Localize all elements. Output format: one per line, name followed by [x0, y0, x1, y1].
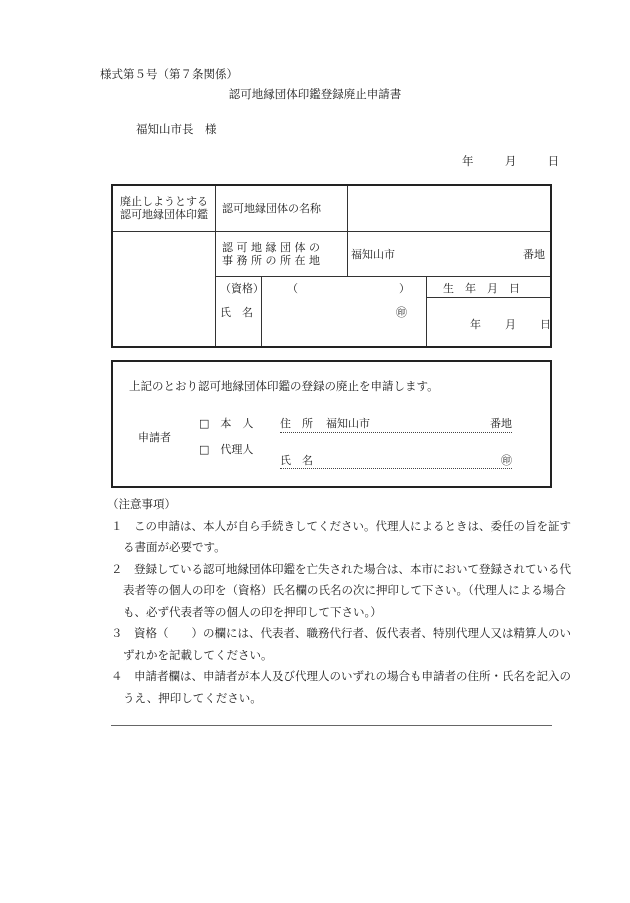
- office-location-label: 認 可 地 縁 団 体 の 事 務 所 の 所 在 地: [222, 241, 320, 267]
- office-banchi: 番地: [523, 248, 545, 261]
- address-city: 福知山市: [326, 417, 370, 430]
- row-divider: [215, 276, 550, 277]
- note-item: ４ 申請者欄は、申請者が本人及び代理人のいずれの場合も申請者の住所・氏名を記入のうえ、押印してください。: [111, 669, 571, 705]
- row-divider: [426, 297, 550, 298]
- checkbox-agent[interactable]: □ 代理人: [199, 443, 254, 456]
- date-line: [462, 153, 559, 169]
- column-divider: [347, 186, 348, 276]
- addressee: 福知山市長 様: [136, 122, 217, 136]
- row-divider: [113, 231, 550, 232]
- name-underline[interactable]: [280, 468, 512, 469]
- date-year-label: 年: [462, 154, 474, 168]
- birth-date-label: 生 年 月 日: [443, 282, 520, 295]
- address-banchi: 番地: [490, 417, 512, 430]
- column-divider: [215, 186, 216, 346]
- application-box: [111, 360, 552, 488]
- address-underline[interactable]: [280, 432, 512, 433]
- address-label: 住 所: [280, 417, 313, 430]
- form-number: 様式第５号（第７条関係）: [100, 67, 238, 81]
- birth-year-label: 年: [470, 318, 481, 331]
- abolish-seal-label: 廃止しようとする 認可地縁団体印鑑: [120, 195, 208, 221]
- group-info-table: [111, 184, 552, 348]
- birth-day-label: 日: [540, 318, 551, 331]
- applicant-seal-mark: ㊞: [501, 454, 512, 467]
- applicant-name-label: 氏 名: [280, 454, 313, 467]
- note-item: １ この申請は、本人が自ら手続きしてください。代理人によるときは、委任の旨を証する書面が必要です。: [111, 518, 571, 554]
- notes-heading: （注意事項）: [107, 497, 176, 511]
- date-day-label: 日: [547, 154, 560, 168]
- birth-month-label: 月: [505, 318, 516, 331]
- name-label: 氏 名: [220, 306, 253, 319]
- note-item: ３ 資格（ ）の欄には、代表者、職務代行者、仮代表者、特別代理人又は精算人のいずれかを記載してください。: [111, 626, 571, 662]
- office-city: 福知山市: [351, 248, 395, 261]
- bottom-divider: [111, 725, 552, 726]
- qualification-label: （資格）: [220, 282, 264, 295]
- applicant-label: 申請者: [138, 431, 171, 444]
- seal-mark: ㊞: [396, 306, 407, 319]
- document-title: 認可地縁団体印鑑登録廃止申請書: [228, 87, 402, 101]
- checkbox-self[interactable]: □ 本 人: [199, 417, 254, 430]
- note-item: ２ 登録している認可地縁団体印鑑を亡失された場合は、本市において登録されている代表者等の個人の印を（資格）氏名欄の氏名の次に押印して下さい。（代理人による場合も、必ず代表者等の個人の印を押印して下さい。）: [111, 561, 571, 619]
- qualification-paren-close: ）: [399, 282, 410, 295]
- notes-section: [107, 494, 571, 709]
- application-statement: 上記のとおり認可地縁団体印鑑の登録の廃止を申請します。: [129, 379, 439, 393]
- qualification-paren-open: （: [287, 282, 298, 295]
- group-name-field[interactable]: [354, 194, 544, 226]
- column-divider: [426, 276, 427, 346]
- date-month-label: 月: [504, 154, 517, 168]
- group-name-label: 認可地縁団体の名称: [222, 202, 321, 215]
